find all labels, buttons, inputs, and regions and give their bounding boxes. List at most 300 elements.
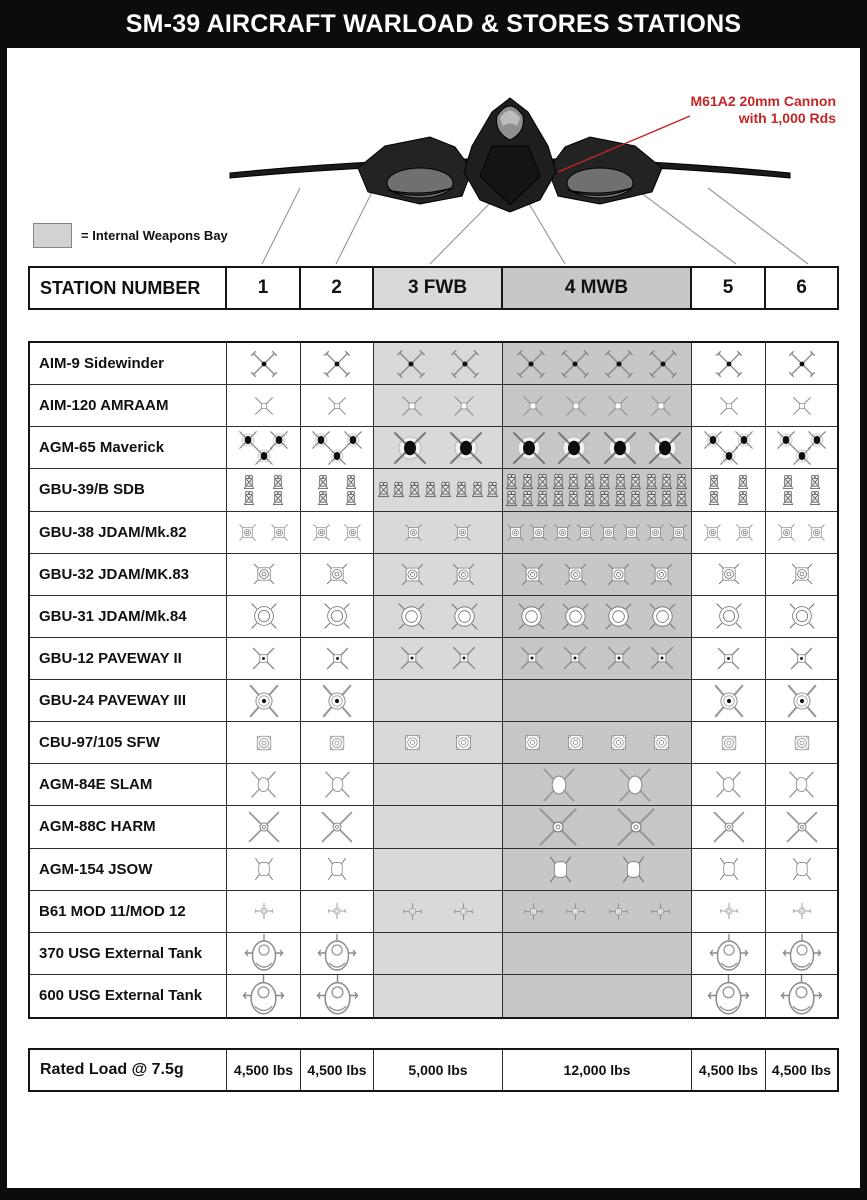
sdb-bomb-icon (614, 473, 627, 490)
amraam-missile-icon (399, 393, 425, 419)
stores-cell (503, 764, 692, 806)
b61-bomb-icon (718, 900, 740, 922)
sdb-bomb-icon (583, 473, 596, 490)
stores-cell (301, 722, 374, 764)
stores-cell (227, 806, 301, 848)
stores-cell (503, 596, 692, 638)
jdam-mk84-bomb-icon (647, 601, 678, 632)
stores-cell (374, 427, 503, 469)
stores-cell (374, 680, 503, 722)
jdam-mk82-bomb-icon (668, 522, 689, 543)
paveway2-bomb-icon (450, 644, 478, 672)
aim9-missile-icon (559, 348, 591, 380)
stores-cell (692, 638, 766, 680)
fuel-tank-large-icon (707, 975, 750, 1017)
stores-cell (766, 554, 837, 596)
maverick-missile-icon (253, 445, 275, 467)
weapon-row-label: AIM-9 Sidewinder (30, 343, 227, 385)
cbu-sfw-bomb-icon (648, 729, 675, 756)
jdam-mk82-bomb-icon (311, 522, 332, 543)
cbu-sfw-bomb-icon (399, 729, 426, 756)
stores-cell (301, 764, 374, 806)
sdb-bomb-icon (629, 473, 642, 490)
weapon-row-label: 370 USG External Tank (30, 933, 227, 975)
station-header-5: 5 (692, 268, 766, 308)
b61-bomb-icon (452, 900, 475, 923)
b61-bomb-icon (607, 900, 630, 923)
stores-cell (227, 427, 301, 469)
stores-cell (374, 385, 503, 427)
maverick-missile-icon (390, 428, 430, 468)
jdam-mk82-bomb-icon (237, 522, 258, 543)
sdb-bomb-icon (583, 490, 596, 507)
jdam-mk82-bomb-icon (575, 522, 596, 543)
paveway3-bomb-icon (245, 682, 283, 720)
stores-cell (374, 638, 503, 680)
sdb-bomb-icon (243, 474, 255, 490)
stores-cell (301, 849, 374, 891)
jdam-mk84-bomb-icon (560, 601, 591, 632)
paveway3-bomb-icon (318, 682, 356, 720)
fuel-tank-large-icon (242, 975, 285, 1017)
stores-cell (692, 975, 766, 1017)
aim9-missile-icon (603, 348, 635, 380)
paveway2-bomb-icon (561, 644, 589, 672)
amraam-missile-icon (605, 393, 631, 419)
cbu-sfw-bomb-icon (716, 730, 742, 756)
slam-missile-icon (321, 768, 354, 801)
paveway2-bomb-icon (648, 644, 676, 672)
aim9-missile-icon (249, 349, 279, 379)
jdam-mk82-bomb-icon (702, 522, 723, 543)
jdam-mk83-bomb-icon (789, 561, 815, 587)
sdb-bomb-icon (552, 490, 565, 507)
aim9-missile-icon (395, 348, 427, 380)
stores-cell (227, 764, 301, 806)
cannon-annotation-line2: with 1,000 Rds (738, 109, 836, 126)
rated-load-label: Rated Load @ 7.5g (30, 1050, 227, 1090)
station-header-2: 2 (301, 268, 374, 308)
sdb-bomb-icon (486, 481, 499, 498)
stores-cell (301, 427, 374, 469)
fuel-tank-icon (709, 933, 749, 973)
paveway3-bomb-icon (710, 682, 748, 720)
jdam-mk84-bomb-icon (603, 601, 634, 632)
station-header-1: 1 (227, 268, 301, 308)
stores-cell (227, 638, 301, 680)
sdb-bomb-icon (521, 490, 534, 507)
stores-cell (766, 764, 837, 806)
sdb-bomb-icon (455, 481, 468, 498)
stores-cell (503, 512, 692, 554)
sdb-bomb-icon (505, 490, 518, 507)
stores-cell (374, 469, 503, 511)
weapon-row-label: AGM-65 Maverick (30, 427, 227, 469)
sdb-bomb-icon (424, 481, 437, 498)
b61-bomb-icon (522, 900, 545, 923)
amraam-missile-icon (325, 394, 349, 418)
rated-load-value: 5,000 lbs (374, 1050, 503, 1090)
jdam-mk82-bomb-icon (505, 522, 526, 543)
fuel-tank-large-icon (780, 975, 823, 1017)
sdb-bomb-icon (567, 473, 580, 490)
b61-bomb-icon (791, 900, 813, 922)
stores-cell (766, 469, 837, 511)
sdb-bomb-icon (536, 490, 549, 507)
stores-cell (301, 891, 374, 933)
cbu-sfw-bomb-icon (251, 730, 277, 756)
rated-load-value: 4,500 lbs (692, 1050, 766, 1090)
rated-load-row (28, 1048, 839, 1092)
amraam-missile-icon (563, 393, 589, 419)
jsow-glide-bomb-icon (250, 855, 278, 883)
fuel-tank-icon (782, 933, 822, 973)
weapons-stores-matrix (28, 341, 839, 1019)
jdam-mk84-bomb-icon (714, 601, 744, 631)
sdb-bomb-icon (645, 490, 658, 507)
jdam-mk83-bomb-icon (450, 561, 477, 588)
jdam-mk83-bomb-icon (716, 561, 742, 587)
jdam-mk82-bomb-icon (269, 522, 290, 543)
weapon-row-label: GBU-31 JDAM/Mk.84 (30, 596, 227, 638)
maverick-missile-icon (645, 428, 685, 468)
maverick-missile-icon (509, 428, 549, 468)
sdb-bomb-icon (377, 481, 390, 498)
sdb-bomb-icon (660, 473, 673, 490)
bay-swatch-icon (33, 223, 72, 248)
sdb-bomb-icon (552, 473, 565, 490)
stores-cell (692, 469, 766, 511)
stores-cell (227, 722, 301, 764)
jdam-mk82-bomb-icon (645, 522, 666, 543)
weapon-row-label: GBU-32 JDAM/MK.83 (30, 554, 227, 596)
aim9-missile-icon (714, 349, 744, 379)
sdb-bomb-icon (408, 481, 421, 498)
harm-missile-icon (711, 809, 747, 845)
station-number-header (28, 266, 839, 310)
sdb-bomb-icon (737, 474, 749, 490)
sdb-bomb-icon (471, 481, 484, 498)
cannon-annotation (556, 93, 836, 126)
stores-cell (766, 638, 837, 680)
stores-cell (692, 343, 766, 385)
jdam-mk82-bomb-icon (734, 522, 755, 543)
b61-bomb-icon (326, 900, 348, 922)
jdam-mk82-bomb-icon (621, 522, 642, 543)
stores-cell (692, 722, 766, 764)
jdam-mk83-bomb-icon (251, 561, 277, 587)
jsow-glide-bomb-icon (788, 855, 816, 883)
rated-load-value: 12,000 lbs (503, 1050, 692, 1090)
jdam-mk82-bomb-icon (806, 522, 827, 543)
stores-cell (374, 554, 503, 596)
weapon-row-label: GBU-38 JDAM/Mk.82 (30, 512, 227, 554)
stores-cell (301, 343, 374, 385)
stores-cell (766, 343, 837, 385)
sdb-bomb-icon (782, 490, 794, 506)
stores-cell (692, 680, 766, 722)
stores-cell (503, 806, 692, 848)
cbu-sfw-bomb-icon (562, 729, 589, 756)
stores-cell (692, 764, 766, 806)
sdb-bomb-icon (598, 473, 611, 490)
jdam-mk84-bomb-icon (396, 601, 427, 632)
stores-cell (503, 680, 692, 722)
stores-cell (301, 469, 374, 511)
paveway2-bomb-icon (398, 644, 426, 672)
sdb-bomb-icon (505, 473, 518, 490)
maverick-missile-icon (791, 445, 813, 467)
title-bar (0, 0, 867, 48)
stores-cell (227, 512, 301, 554)
stores-cell (301, 385, 374, 427)
jdam-mk84-bomb-icon (249, 601, 279, 631)
stores-cell (692, 849, 766, 891)
aim9-missile-icon (515, 348, 547, 380)
sdb-bomb-icon (782, 474, 794, 490)
sdb-bomb-icon (809, 490, 821, 506)
stores-cell (766, 385, 837, 427)
maverick-missile-icon (718, 445, 740, 467)
jsow-glide-bomb-icon (715, 855, 743, 883)
stores-cell (374, 806, 503, 848)
stores-cell (766, 806, 837, 848)
stores-cell (301, 596, 374, 638)
cbu-sfw-bomb-icon (789, 730, 815, 756)
jdam-mk82-bomb-icon (342, 522, 363, 543)
weapon-row-label: B61 MOD 11/MOD 12 (30, 891, 227, 933)
stores-cell (692, 933, 766, 975)
sdb-bomb-icon (317, 490, 329, 506)
maverick-missile-icon (600, 428, 640, 468)
maverick-missile-icon (446, 428, 486, 468)
stores-cell (503, 933, 692, 975)
stores-cell (503, 343, 692, 385)
stores-cell (374, 891, 503, 933)
slam-missile-icon (614, 764, 656, 806)
slam-missile-icon (712, 768, 745, 801)
aim9-missile-icon (449, 348, 481, 380)
jdam-mk83-bomb-icon (519, 561, 546, 588)
stores-cell (227, 933, 301, 975)
jdam-mk82-bomb-icon (552, 522, 573, 543)
sdb-bomb-icon (243, 490, 255, 506)
jdam-mk82-bomb-icon (776, 522, 797, 543)
stores-cell (374, 975, 503, 1017)
stores-cell (227, 891, 301, 933)
stores-cell (227, 596, 301, 638)
stores-cell (766, 427, 837, 469)
maverick-missile-icon (554, 428, 594, 468)
paveway2-bomb-icon (324, 645, 351, 672)
weapon-row-label: AIM-120 AMRAAM (30, 385, 227, 427)
stores-cell (227, 680, 301, 722)
amraam-missile-icon (790, 394, 814, 418)
sdb-bomb-icon (598, 490, 611, 507)
sdb-bomb-icon (317, 474, 329, 490)
stores-cell (692, 806, 766, 848)
harm-missile-icon (536, 806, 580, 848)
jdam-mk82-bomb-icon (403, 522, 424, 543)
jdam-mk82-bomb-icon (452, 522, 473, 543)
slam-missile-icon (247, 768, 280, 801)
stores-cell (374, 764, 503, 806)
stores-cell (301, 638, 374, 680)
amraam-missile-icon (648, 393, 674, 419)
stores-cell (692, 554, 766, 596)
jdam-mk83-bomb-icon (648, 561, 675, 588)
jdam-mk84-bomb-icon (449, 601, 480, 632)
sdb-bomb-icon (521, 473, 534, 490)
stores-cell (766, 680, 837, 722)
sdb-bomb-icon (614, 490, 627, 507)
cannon-annotation-line1: M61A2 20mm Cannon (690, 93, 836, 109)
weapon-row-label: CBU-97/105 SFW (30, 722, 227, 764)
stores-cell (374, 343, 503, 385)
sdb-bomb-icon (536, 473, 549, 490)
harm-missile-icon (246, 809, 282, 845)
jdam-mk84-bomb-icon (516, 601, 547, 632)
harm-missile-icon (319, 809, 355, 845)
station-header-6: 6 (766, 268, 837, 308)
stores-cell (692, 512, 766, 554)
sdb-bomb-icon (737, 490, 749, 506)
aim9-missile-icon (787, 349, 817, 379)
stores-cell (692, 385, 766, 427)
paveway2-bomb-icon (605, 644, 633, 672)
stores-cell (374, 849, 503, 891)
stores-cell (227, 849, 301, 891)
fuel-tank-icon (244, 933, 284, 973)
weapon-row-label: AGM-84E SLAM (30, 764, 227, 806)
amraam-missile-icon (252, 394, 276, 418)
sdb-bomb-icon (708, 474, 720, 490)
stores-cell (766, 975, 837, 1017)
b61-bomb-icon (649, 900, 672, 923)
sdb-bomb-icon (345, 474, 357, 490)
jsow-glide-bomb-icon (323, 855, 351, 883)
stores-cell (503, 722, 692, 764)
weapon-row-label: 600 USG External Tank (30, 975, 227, 1017)
jdam-mk83-bomb-icon (324, 561, 350, 587)
stores-cell (503, 385, 692, 427)
b61-bomb-icon (401, 900, 424, 923)
sdb-bomb-icon (392, 481, 405, 498)
cbu-sfw-bomb-icon (324, 730, 350, 756)
sdb-bomb-icon (809, 474, 821, 490)
stores-cell (503, 975, 692, 1017)
stores-cell (301, 975, 374, 1017)
internal-weapons-bay-legend (33, 223, 228, 248)
weapon-row-label: GBU-12 PAVEWAY II (30, 638, 227, 680)
stores-cell (301, 680, 374, 722)
cbu-sfw-bomb-icon (605, 729, 632, 756)
fuel-tank-large-icon (316, 975, 359, 1017)
stores-cell (301, 554, 374, 596)
stores-cell (692, 427, 766, 469)
stores-cell (227, 469, 301, 511)
sdb-bomb-icon (272, 490, 284, 506)
stores-cell (301, 512, 374, 554)
fuel-tank-icon (317, 933, 357, 973)
jdam-mk83-bomb-icon (605, 561, 632, 588)
stores-cell (766, 722, 837, 764)
stores-cell (503, 469, 692, 511)
sdb-bomb-icon (439, 481, 452, 498)
weapon-row-label: GBU-39/B SDB (30, 469, 227, 511)
stores-cell (692, 891, 766, 933)
maverick-missile-icon (326, 445, 348, 467)
jdam-mk83-bomb-icon (562, 561, 589, 588)
paveway2-bomb-icon (788, 645, 815, 672)
sdb-bomb-icon (629, 490, 642, 507)
stores-cell (374, 596, 503, 638)
stores-cell (503, 891, 692, 933)
stores-cell (692, 596, 766, 638)
cbu-sfw-bomb-icon (519, 729, 546, 756)
station-header-3: 3 FWB (374, 268, 503, 308)
jdam-mk84-bomb-icon (787, 601, 817, 631)
stores-cell (766, 891, 837, 933)
stores-cell (301, 806, 374, 848)
jsow-glide-bomb-icon (617, 853, 650, 886)
weapon-row-label: AGM-88C HARM (30, 806, 227, 848)
slam-missile-icon (785, 768, 818, 801)
slam-missile-icon (538, 764, 580, 806)
jdam-mk82-bomb-icon (528, 522, 549, 543)
stores-cell (227, 975, 301, 1017)
stores-cell (766, 849, 837, 891)
jsow-glide-bomb-icon (544, 853, 577, 886)
stores-cell (227, 385, 301, 427)
harm-missile-icon (784, 809, 820, 845)
stores-cell (766, 933, 837, 975)
jdam-mk83-bomb-icon (399, 561, 426, 588)
weapon-row-label: GBU-24 PAVEWAY III (30, 680, 227, 722)
rated-load-value: 4,500 lbs (301, 1050, 374, 1090)
stores-cell (374, 722, 503, 764)
station-header-4: 4 MWB (503, 268, 692, 308)
rated-load-value: 4,500 lbs (227, 1050, 301, 1090)
paveway2-bomb-icon (518, 644, 546, 672)
sdb-bomb-icon (675, 473, 688, 490)
sdb-bomb-icon (708, 490, 720, 506)
stores-cell (766, 512, 837, 554)
stores-cell (227, 343, 301, 385)
amraam-missile-icon (451, 393, 477, 419)
stores-cell (503, 554, 692, 596)
paveway2-bomb-icon (250, 645, 277, 672)
sdb-bomb-icon (345, 490, 357, 506)
jdam-mk84-bomb-icon (322, 601, 352, 631)
cbu-sfw-bomb-icon (450, 729, 477, 756)
stores-cell (227, 554, 301, 596)
aim9-missile-icon (322, 349, 352, 379)
stores-cell (503, 638, 692, 680)
sdb-bomb-icon (272, 474, 284, 490)
harm-missile-icon (614, 806, 658, 848)
sdb-bomb-icon (675, 490, 688, 507)
amraam-missile-icon (520, 393, 546, 419)
sdb-bomb-icon (567, 490, 580, 507)
stores-cell (301, 933, 374, 975)
amraam-missile-icon (717, 394, 741, 418)
weapon-row-label: AGM-154 JSOW (30, 849, 227, 891)
b61-bomb-icon (253, 900, 275, 922)
b61-bomb-icon (564, 900, 587, 923)
page-title: SM-39 AIRCRAFT WARLOAD & STORES STATIONS (125, 9, 742, 38)
sdb-bomb-icon (660, 490, 673, 507)
